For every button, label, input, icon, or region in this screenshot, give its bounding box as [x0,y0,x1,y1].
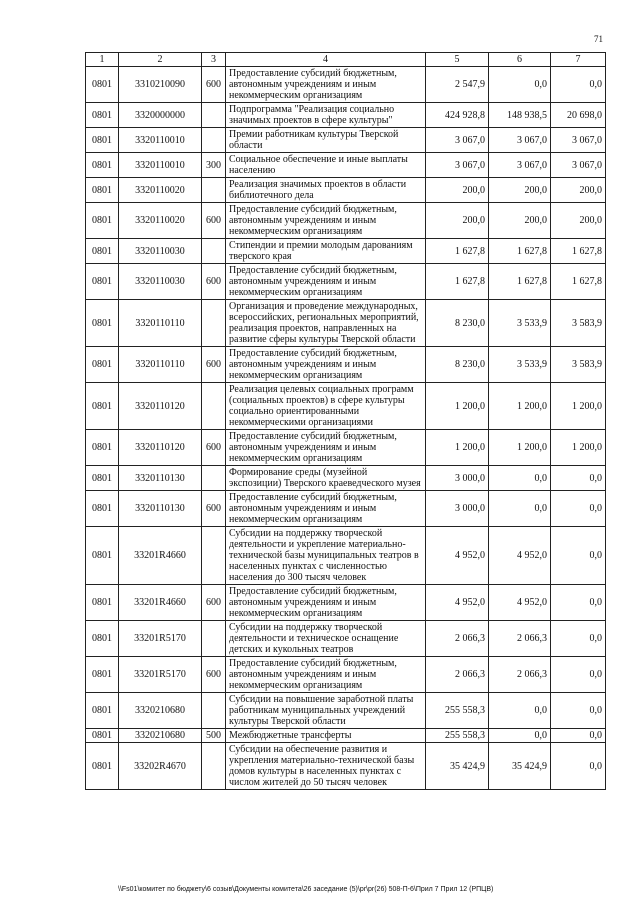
table-row [86,585,606,621]
column-header-2: 2 [119,53,202,67]
table-row [86,466,606,491]
amount-col6-cell: 200,0 [489,203,551,239]
expense-type-cell: 500 [202,729,226,743]
expense-type-cell [202,300,226,347]
amount-col6-cell: 2 066,3 [489,621,551,657]
section-cell: 0801 [86,466,119,491]
amount-col6-cell: 4 952,0 [489,585,551,621]
table-body [86,67,606,790]
column-header-3: 3 [202,53,226,67]
section-cell: 0801 [86,300,119,347]
amount-col6-cell: 0,0 [489,466,551,491]
amount-col5-cell: 3 067,0 [426,128,489,153]
amount-col7-cell: 0,0 [551,621,606,657]
expense-type-cell [202,178,226,203]
item-name-cell: Субсидии на поддержку творческой деятельности и техническое оснащение детских и кукольных театров [226,621,426,657]
amount-col7-cell: 20 698,0 [551,103,606,128]
amount-col6-cell: 0,0 [489,67,551,103]
amount-col7-cell: 0,0 [551,466,606,491]
table-row [86,657,606,693]
expense-type-cell [202,239,226,264]
section-cell: 0801 [86,103,119,128]
target-code-cell: 3320000000 [119,103,202,128]
expense-type-cell: 600 [202,491,226,527]
amount-col7-cell: 0,0 [551,491,606,527]
expense-type-cell [202,527,226,585]
expense-type-cell: 600 [202,430,226,466]
section-cell: 0801 [86,491,119,527]
expense-type-cell: 600 [202,657,226,693]
amount-col7-cell: 1 200,0 [551,430,606,466]
table-row [86,347,606,383]
amount-col6-cell: 1 627,8 [489,264,551,300]
amount-col6-cell: 3 533,9 [489,300,551,347]
target-code-cell: 3320110130 [119,491,202,527]
item-name-cell: Предоставление субсидий бюджетным, автономным учреждениям и иным некоммерческим организациям [226,585,426,621]
table-row [86,103,606,128]
section-cell: 0801 [86,527,119,585]
amount-col6-cell: 3 067,0 [489,128,551,153]
amount-col6-cell: 3 067,0 [489,153,551,178]
table-row [86,383,606,430]
item-name-cell: Предоставление субсидий бюджетным, автономным учреждениям и иным некоммерческим организациям [226,430,426,466]
amount-col7-cell: 200,0 [551,178,606,203]
expense-type-cell: 600 [202,67,226,103]
item-name-cell: Организация и проведение международных, всероссийских, региональных мероприятий, реализация проектов, направленных на развитие сферы культуры Тверской области [226,300,426,347]
item-name-cell: Предоставление субсидий бюджетным, автономным учреждениям и иным некоммерческим организациям [226,264,426,300]
amount-col6-cell: 1 200,0 [489,383,551,430]
amount-col5-cell: 1 627,8 [426,264,489,300]
amount-col5-cell: 1 200,0 [426,383,489,430]
amount-col6-cell: 35 424,9 [489,743,551,790]
section-cell: 0801 [86,585,119,621]
target-code-cell: 3320110010 [119,153,202,178]
amount-col5-cell: 8 230,0 [426,347,489,383]
table-row [86,153,606,178]
page-number: 71 [594,34,603,44]
target-code-cell: 3320110120 [119,383,202,430]
amount-col5-cell: 3 000,0 [426,466,489,491]
amount-col6-cell: 1 627,8 [489,239,551,264]
item-name-cell: Субсидии на обеспечение развития и укрепления материально-технической базы домов культуры в населенных пунктах с числом жителей до 50 тысяч человек [226,743,426,790]
amount-col5-cell: 3 067,0 [426,153,489,178]
amount-col6-cell: 0,0 [489,693,551,729]
table-row [86,264,606,300]
section-cell: 0801 [86,153,119,178]
target-code-cell: 3320110020 [119,203,202,239]
item-name-cell: Реализация значимых проектов в области библиотечного дела [226,178,426,203]
amount-col5-cell: 2 547,9 [426,67,489,103]
amount-col7-cell: 0,0 [551,657,606,693]
table-header-row [86,53,606,67]
amount-col5-cell: 200,0 [426,203,489,239]
section-cell: 0801 [86,621,119,657]
target-code-cell: 3320110120 [119,430,202,466]
target-code-cell: 33201R4660 [119,585,202,621]
table-row [86,128,606,153]
column-header-1: 1 [86,53,119,67]
amount-col5-cell: 255 558,3 [426,693,489,729]
amount-col5-cell: 2 066,3 [426,621,489,657]
amount-col7-cell: 200,0 [551,203,606,239]
expense-type-cell [202,383,226,430]
table-row [86,491,606,527]
amount-col6-cell: 148 938,5 [489,103,551,128]
amount-col7-cell: 3 067,0 [551,153,606,178]
amount-col5-cell: 1 200,0 [426,430,489,466]
item-name-cell: Премии работникам культуры Тверской области [226,128,426,153]
target-code-cell: 3320110030 [119,239,202,264]
table-row [86,729,606,743]
amount-col7-cell: 3 067,0 [551,128,606,153]
expense-type-cell [202,743,226,790]
amount-col7-cell: 0,0 [551,743,606,790]
item-name-cell: Предоставление субсидий бюджетным, автономным учреждениям и иным некоммерческим организациям [226,347,426,383]
target-code-cell: 33201R4660 [119,527,202,585]
target-code-cell: 3320110130 [119,466,202,491]
section-cell: 0801 [86,128,119,153]
amount-col7-cell: 1 627,8 [551,239,606,264]
amount-col5-cell: 8 230,0 [426,300,489,347]
amount-col5-cell: 1 627,8 [426,239,489,264]
section-cell: 0801 [86,657,119,693]
expense-type-cell [202,621,226,657]
item-name-cell: Субсидии на повышение заработной платы работникам муниципальных учреждений культуры Тверской области [226,693,426,729]
amount-col7-cell: 3 583,9 [551,347,606,383]
amount-col7-cell: 0,0 [551,67,606,103]
amount-col7-cell: 3 583,9 [551,300,606,347]
amount-col7-cell: 1 627,8 [551,264,606,300]
amount-col5-cell: 4 952,0 [426,527,489,585]
amount-col7-cell: 0,0 [551,585,606,621]
amount-col6-cell: 0,0 [489,491,551,527]
expense-type-cell: 600 [202,203,226,239]
target-code-cell: 3320110110 [119,347,202,383]
amount-col5-cell: 3 000,0 [426,491,489,527]
table-row [86,430,606,466]
amount-col6-cell: 200,0 [489,178,551,203]
expense-type-cell: 600 [202,347,226,383]
section-cell: 0801 [86,430,119,466]
item-name-cell: Стипендии и премии молодым дарованиям тверского края [226,239,426,264]
amount-col7-cell: 1 200,0 [551,383,606,430]
section-cell: 0801 [86,67,119,103]
item-name-cell: Субсидии на поддержку творческой деятельности и укрепление материально-технической базы муниципальных театров в населенных пунктах с численностью населения до 300 тысяч человек [226,527,426,585]
section-cell: 0801 [86,729,119,743]
column-header-7: 7 [551,53,606,67]
section-cell: 0801 [86,693,119,729]
amount-col7-cell: 0,0 [551,527,606,585]
table-row [86,693,606,729]
amount-col5-cell: 200,0 [426,178,489,203]
table-row [86,178,606,203]
amount-col7-cell: 0,0 [551,729,606,743]
target-code-cell: 3320110110 [119,300,202,347]
amount-col5-cell: 255 558,3 [426,729,489,743]
item-name-cell: Предоставление субсидий бюджетным, автономным учреждениям и иным некоммерческим организациям [226,203,426,239]
item-name-cell: Социальное обеспечение и иные выплаты населению [226,153,426,178]
expense-type-cell [202,103,226,128]
target-code-cell: 33202R4670 [119,743,202,790]
section-cell: 0801 [86,347,119,383]
item-name-cell: Межбюджетные трансферты [226,729,426,743]
table-row [86,203,606,239]
target-code-cell: 33201R5170 [119,621,202,657]
section-cell: 0801 [86,264,119,300]
target-code-cell: 3320210680 [119,693,202,729]
table-row [86,743,606,790]
item-name-cell: Предоставление субсидий бюджетным, автономным учреждениям и иным некоммерческим организациям [226,67,426,103]
amount-col5-cell: 4 952,0 [426,585,489,621]
expense-type-cell: 600 [202,585,226,621]
target-code-cell: 33201R5170 [119,657,202,693]
expense-type-cell [202,693,226,729]
amount-col5-cell: 2 066,3 [426,657,489,693]
amount-col6-cell: 1 200,0 [489,430,551,466]
amount-col6-cell: 3 533,9 [489,347,551,383]
table-row [86,527,606,585]
target-code-cell: 3320110030 [119,264,202,300]
file-path-footer: \\Fs01\комитет по бюджету\6 созыв\Документы комитета\26 заседание (5)\pr\pr(26) 508-П-6\Прил 7 Прил 12 (РПЦВ) [118,886,494,893]
table-row [86,621,606,657]
target-code-cell: 3320210680 [119,729,202,743]
item-name-cell: Реализация целевых социальных программ (социальных проектов) в сфере культуры социально ориентированными некоммерческими организациями [226,383,426,430]
target-code-cell: 3310210090 [119,67,202,103]
section-cell: 0801 [86,178,119,203]
table-row [86,300,606,347]
amount-col7-cell: 0,0 [551,693,606,729]
table-row [86,239,606,264]
column-header-5: 5 [426,53,489,67]
expense-type-cell: 600 [202,264,226,300]
item-name-cell: Предоставление субсидий бюджетным, автономным учреждениям и иным некоммерческим организациям [226,657,426,693]
column-header-4: 4 [226,53,426,67]
amount-col5-cell: 35 424,9 [426,743,489,790]
item-name-cell: Формирование среды (музейной экспозиции) Тверского краеведческого музея [226,466,426,491]
target-code-cell: 3320110010 [119,128,202,153]
table-row [86,67,606,103]
section-cell: 0801 [86,203,119,239]
item-name-cell: Подпрограмма "Реализация социально значимых проектов в сфере культуры" [226,103,426,128]
expense-type-cell [202,128,226,153]
target-code-cell: 3320110020 [119,178,202,203]
amount-col6-cell: 2 066,3 [489,657,551,693]
section-cell: 0801 [86,239,119,264]
section-cell: 0801 [86,743,119,790]
amount-col5-cell: 424 928,8 [426,103,489,128]
amount-col6-cell: 4 952,0 [489,527,551,585]
item-name-cell: Предоставление субсидий бюджетным, автономным учреждениям и иным некоммерческим организациям [226,491,426,527]
budget-table [85,52,606,790]
amount-col6-cell: 0,0 [489,729,551,743]
section-cell: 0801 [86,383,119,430]
column-header-6: 6 [489,53,551,67]
expense-type-cell [202,466,226,491]
expense-type-cell: 300 [202,153,226,178]
